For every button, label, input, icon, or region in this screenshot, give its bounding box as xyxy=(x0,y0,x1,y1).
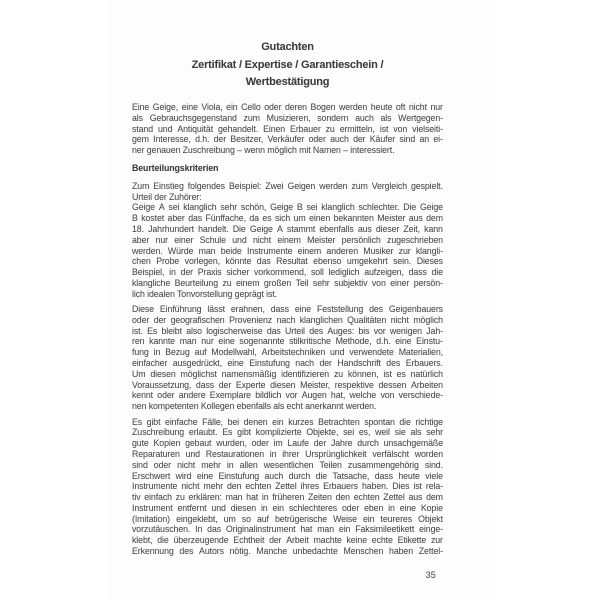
document-page xyxy=(132,0,443,580)
text-line: klangliche Beurteilung zu einem großen Teil sehr subjektiv von einer persön- xyxy=(132,277,443,288)
text-line: nen kompetenten Kollegen ebenfalls als echt anerkannt werden. xyxy=(132,401,377,412)
text-line: Geige A sei klanglich sehr schön, Geige B sei klanglich schlechter. Die Geige xyxy=(132,202,443,213)
title-line-3: Wertbestätigung xyxy=(245,76,330,88)
text-line: gem Interesse, d.h. der Besitzer, Verkäufer oder auch der Käufer sind an ei- xyxy=(132,134,443,145)
title-line-2: Zertifikat / Expertise / Garantieschein / xyxy=(191,58,384,71)
text-line: kennt oder andere Exemplare bildlich vor Augen hat, welche von verschiede- xyxy=(132,390,443,401)
text-line: Erschwert wird eine Einstufung auch durch die Tatsache, dass heute viele xyxy=(132,470,443,481)
text-line: Zuschreibung erlaubt. Es gibt komplizierte Objekte, sei es, weil sie als sehr xyxy=(132,427,443,438)
text-line: oder der geografischen Provenienz nach klanglichen Qualitäten nicht möglich xyxy=(132,314,443,325)
text-line: stand und Antiquität gehandelt. Einen Erbauer zu ermitteln, ist von vielseiti- xyxy=(132,123,443,134)
text-line: Urteil der Zuhörer: xyxy=(132,191,202,202)
text-line: ist. Es bleibt also logischerweise das Urteil des Auges: bis vor wenigen Jah- xyxy=(132,325,443,336)
paragraph xyxy=(132,304,443,412)
text-line: Beispiel, in der Praxis sicher vorkommend, soll lediglich aufzeigen, dass die xyxy=(132,267,443,278)
body-paragraphs xyxy=(132,181,443,557)
text-line: chen Probe vorlegen, könnte das Resultat ebenso umgekehrt sein. Dieses xyxy=(132,256,443,267)
text-line: Um diesen möglichst namensmäßig identifizieren zu können, ist es natürlich xyxy=(132,368,443,379)
text-line: (Imitation) eingeklebt, um so auf betrügerische Weise ein teureres Objekt xyxy=(132,513,443,524)
text-line: B kostet aber das Fünffache, da es sich um einen bekannten Meister aus dem xyxy=(132,213,443,224)
text-line: Instrumente nicht mehr den echten Zettel ihres Erbauers haben. Dies ist rela- xyxy=(132,481,443,492)
text-line: Voraussetzung, dass der Experte diesen Meister, respektive dessen Arbeiten xyxy=(132,379,443,390)
text-line: Diese Einführung lässt erahnen, dass eine Feststellung des Geigenbauers xyxy=(132,304,443,315)
paragraph xyxy=(132,181,443,300)
page-number: 35 xyxy=(425,569,436,580)
text-line: als Gebrauchsgegenstand zum Musizieren, sondern auch als Wertgegen- xyxy=(132,112,443,123)
text-line: Instrument entfernt und diesen in ein schlechteres oder eben in eine Kopie xyxy=(132,502,443,513)
text-line: werden. Würde man beide Instrumente einem anderen Musiker zur klangli- xyxy=(132,245,443,256)
text-line: Eine Geige, eine Viola, ein Cello oder deren Bogen werden heute oft nicht nur xyxy=(132,102,443,112)
text-line: Erkennung des Autors nötig. Manche unbedachte Menschen haben Zettel- xyxy=(132,546,443,557)
text-line: sind oder nicht mehr in allen wesentlichen Teilen zusammengehörig sind. xyxy=(132,459,443,470)
text-line: aber nur einer Schule und nicht einem Meister persönlich zugeschrieben xyxy=(132,234,443,245)
text-line: fung in Bezug auf Modellwahl, Arbeitstechniken und verwendete Materialien, xyxy=(132,347,443,358)
text-line: Zum Einstieg folgendes Beispiel: Zwei Geigen werden zum Vergleich gespielt. xyxy=(132,180,443,191)
text-line: Reparaturen und Restaurationen in ihrer Ursprünglichkeit verfälscht worden xyxy=(132,448,443,459)
title-line-1: Gutachten xyxy=(261,41,314,53)
text-line: klebt, die überzeugende Echtheit der Arbeit machte keine echte Etikette zur xyxy=(132,535,443,546)
text-line: Es gibt einfache Fälle, bei denen ein kurzes Betrachten spontan die richtige xyxy=(132,416,443,427)
text-line: ner genauen Zuschreibung – wenn möglich mit Namen – interessiert. xyxy=(132,145,395,156)
paragraph xyxy=(132,417,443,557)
text-line: tiv einfach zu erklären: man hat in früheren Zeiten den echten Zettel aus dem xyxy=(132,492,443,503)
intro-paragraph xyxy=(132,102,443,156)
section-heading: Beurteilungskriterien xyxy=(132,162,219,173)
text-line: vorzutäuschen. In das Originalinstrument hat man ein Faksimileetikett einge- xyxy=(132,524,443,535)
text-line: gute Kopien gebaut wurden, oder im Laufe der Jahre durch unsachgemäße xyxy=(132,438,443,449)
text-line: einfacher ausgedrückt, eine Einstufung nach der Handschrift des Erbauers. xyxy=(132,358,443,369)
text-line: lich idealen Tonvorstellung geprägt ist. xyxy=(132,288,277,299)
document-title xyxy=(132,0,443,92)
text-line: ren kannte man nur eine sogenannte stilkritische Methode, d.h. eine Einstu- xyxy=(132,336,443,347)
text-line: 18. Jahrhundert handelt. Die Geige A stammt ebenfalls aus dieser Zeit, kann xyxy=(132,223,443,234)
